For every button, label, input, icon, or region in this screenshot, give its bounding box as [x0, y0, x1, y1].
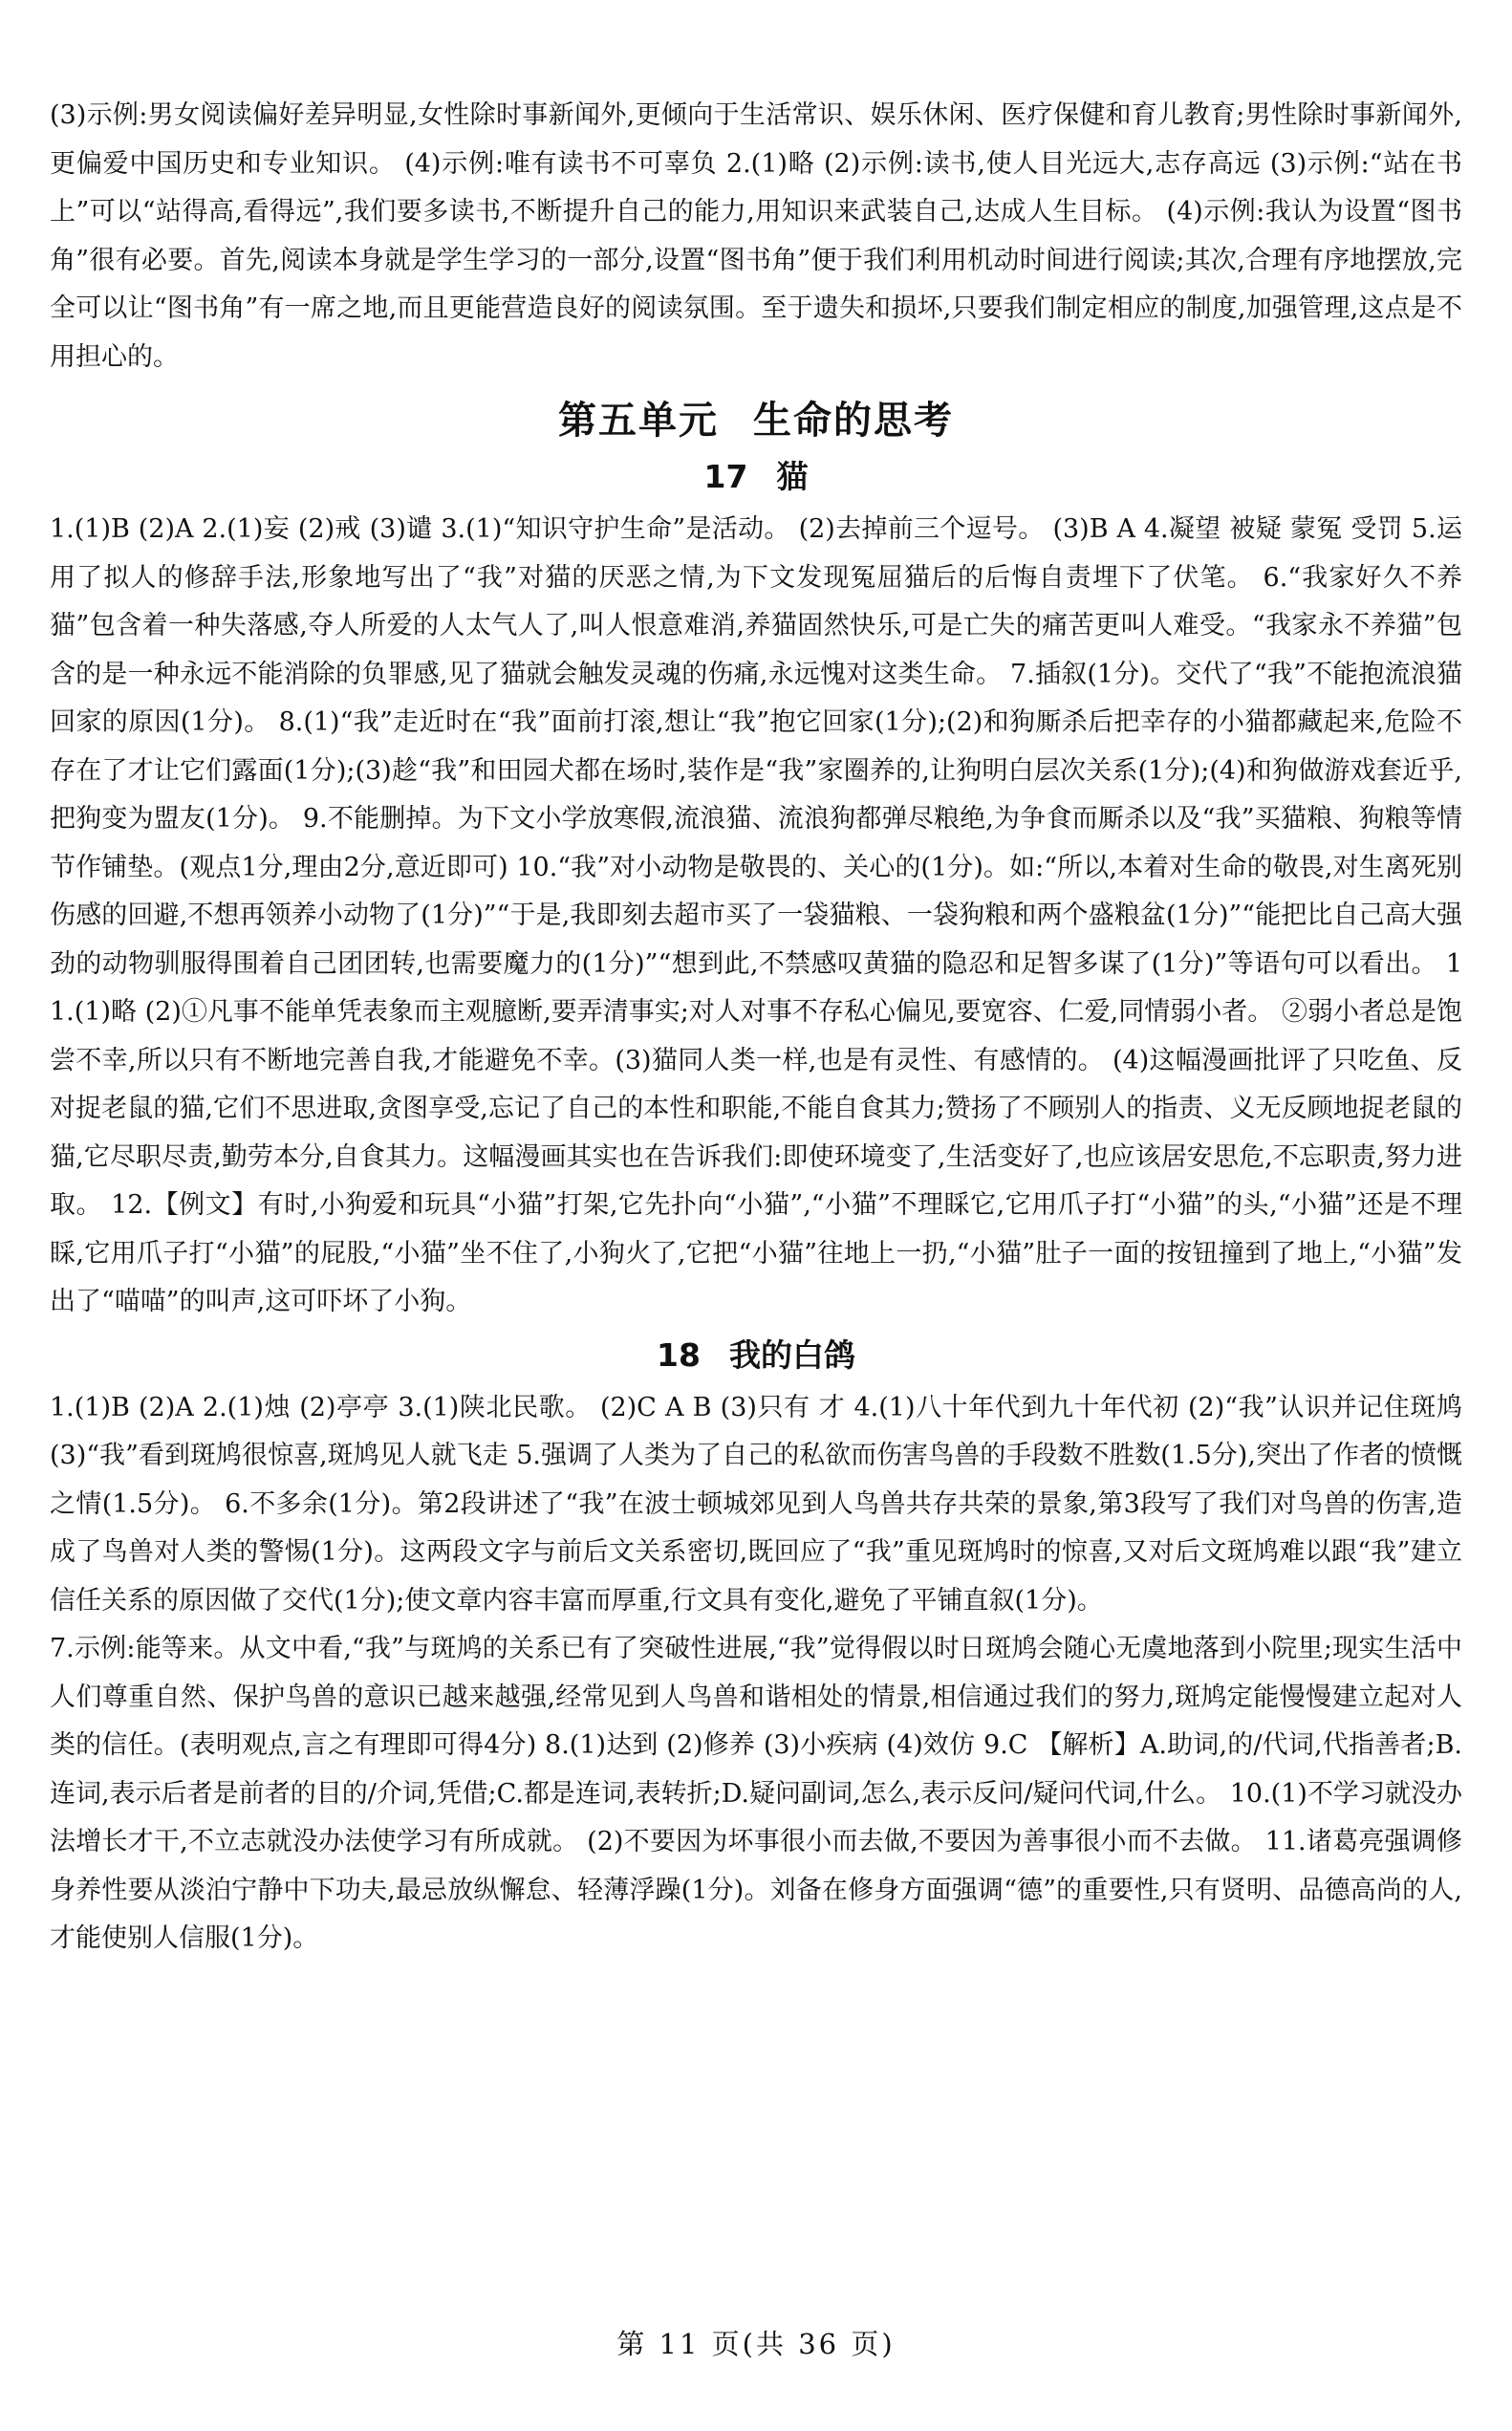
unit-theme: 生命的思考 — [753, 399, 954, 443]
unit-name: 第五单元 — [558, 399, 719, 443]
lesson-17-title — [50, 450, 1462, 504]
lesson-18-name: 我的白鸽 — [728, 1335, 855, 1374]
lesson-17-number: 17 — [703, 458, 748, 495]
lesson-18-answers-part2: 7.示例:能等来。从文中看,“我”与斑鸠的关系已有了突破性进展,“我”觉得假以时日斑鸠会随心无虞地落到小院里;现实生活中人们尊重自然、保护鸟兽的意识已越来越强,经常见到人鸟兽和谐相处的情景,相信通过我们的努力,斑鸠定能慢慢建立起对人类的信任。(表明观点,言之有理即可得4分) 8.(1)达到 (2)修养 (3)小疾病 (4)效仿 9.C 【解析】A.助词,的/代词,代指善者;B.连词,表示后者是前者的目的/介词,凭借;C.都是连词,表转折;D.疑问副词,怎么,表示反问/疑问代词,什么。 10.(1)不学习就没办法增长才干,不立志就没办法使学习有所成就。 (2)不要因为坏事很小而去做,不要因为善事很小而不去做。 11.诸葛亮强调修身养性要从淡泊宁静中下功夫,最忌放纵懈怠、轻薄浮躁(1分)。刘备在修身方面强调“德”的重要性,只有贤明、品德高尚的人,才能使别人信服(1分)。 — [50, 1634, 1462, 1953]
unit-title — [50, 393, 1462, 448]
lesson-18-title — [50, 1329, 1462, 1382]
answer-page — [50, 92, 1462, 1964]
lesson-18-number: 18 — [657, 1335, 701, 1374]
page-number-footer: 第 11 页(共 36 页) — [616, 2328, 896, 2360]
lesson-17-name: 猫 — [776, 458, 809, 495]
intro-answers: (3)示例:男女阅读偏好差异明显,女性除时事新闻外,更倾向于生活常识、娱乐休闲、医疗保健和育儿教育;男性除时事新闻外,更偏爱中国历史和专业知识。 (4)示例:唯有读书不可辜负 2.(1)略 (2)示例:读书,使人目光远大,志存高远 (3)示例:“站在书上”可以“站得高,看得远”,我们要多读书,不断提升自己的能力,用知识来武装自己,达成人生目标。 (4)示例:我认为设置“图书角”很有必要。首先,阅读本身就是学生学习的一部分,设置“图书角”便于我们利用机动时间进行阅读;其次,合理有序地摆放,完全可以让“图书角”有一席之地,而且更能营造良好的阅读氛围。至于遗失和损坏,只要我们制定相应的制度,加强管理,这点是不用担心的。 — [50, 100, 1462, 372]
lesson-17-answers: 1.(1)B (2)A 2.(1)妄 (2)戒 (3)谴 3.(1)“知识守护生命”是活动。 (2)去掉前三个逗号。 (3)B A 4.凝望 被疑 蒙冤 受罚 5.运用了拟人的修辞手法,形象地写出了“我”对猫的厌恶之情,为下文发现冤屈猫后的后悔自责埋下了伏笔。 6.“我家好久不养猫”包含着一种失落感,夺人所爱的人太气人了,叫人恨意难消,养猫固然快乐,可是亡失的痛苦更叫人难受。“我家永不养猫”包含的是一种永远不能消除的负罪感,见了猫就会触发灵魂的伤痛,永远愧对这类生命。 7.插叙(1分)。交代了“我”不能抱流浪猫回家的原因(1分)。 8.(1)“我”走近时在“我”面前打滚,想让“我”抱它回家(1分);(2)和狗厮杀后把幸存的小猫都藏起来,危险不存在了才让它们露面(1分);(3)趁“我”和田园犬都在场时,装作是“我”家圈养的,让狗明白层次关系(1分);(4)和狗做游戏套近乎,把狗变为盟友(1分)。 9.不能删掉。为下文小学放寒假,流浪猫、流浪狗都弹尽粮绝,为争食而厮杀以及“我”买猫粮、狗粮等情节作铺垫。(观点1分,理由2分,意近即可) 10.“我”对小动物是敬畏的、关心的(1分)。如:“所以,本着对生命的敬畏,对生离死别伤感的回避,不想再领养小动物了(1分)”“于是,我即刻去超市买了一袋猫粮、一袋狗粮和两个盛粮盆(1分)”“能把比自己高大强劲的动物驯服得围着自己团团转,也需要魔力的(1分)”“想到此,不禁感叹黄猫的隐忍和足智多谋了(1分)”等语句可以看出。 11.(1)略 (2)①凡事不能单凭表象而主观臆断,要弄清事实;对人对事不存私心偏见,要宽容、仁爱,同情弱小者。 ②弱小者总是饱尝不幸,所以只有不断地完善自我,才能避免不幸。(3)猫同人类一样,也是有灵性、有感情的。 (4)这幅漫画批评了只吃鱼、反对捉老鼠的猫,它们不思进取,贪图享受,忘记了自己的本性和职能,不能自食其力;赞扬了不顾别人的指责、义无反顾地捉老鼠的猫,它尽职尽责,勤劳本分,自食其力。这幅漫画其实也在告诉我们:即使环境变了,生活变好了,也应该居安思危,不忘职责,努力进取。 12.【例文】有时,小狗爱和玩具“小猫”打架,它先扑向“小猫”,“小猫”不理睬它,它用爪子打“小猫”的头,“小猫”还是不理睬,它用爪子打“小猫”的屁股,“小猫”坐不住了,小狗火了,它把“小猫”往地上一扔,“小猫”肚子一面的按钮撞到了地上,“小猫”发出了“喵喵”的叫声,这可吓坏了小狗。 — [50, 514, 1462, 1316]
lesson-18-answers-part1: 1.(1)B (2)A 2.(1)烛 (2)亭亭 3.(1)陕北民歌。 (2)C A B (3)只有 才 4.(1)八十年代到九十年代初 (2)“我”认识并记住斑鸠 (3)“我”看到斑鸠很惊喜,斑鸠见人就飞走 5.强调了人类为了自己的私欲而伤害鸟兽的手段数不胜数(1.5分),突出了作者的愤慨之情(1.5分)。 6.不多余(1分)。第2段讲述了“我”在波士顿城郊见到人鸟兽共存共荣的景象,第3段写了我们对鸟兽的伤害,造成了鸟兽对人类的警惕(1分)。这两段文字与前后文关系密切,既回应了“我”重见斑鸠时的惊喜,又对后文斑鸠难以跟“我”建立信任关系的原因做了交代(1分);使文章内容丰富而厚重,行文具有变化,避免了平铺直叙(1分)。 — [50, 1392, 1462, 1616]
